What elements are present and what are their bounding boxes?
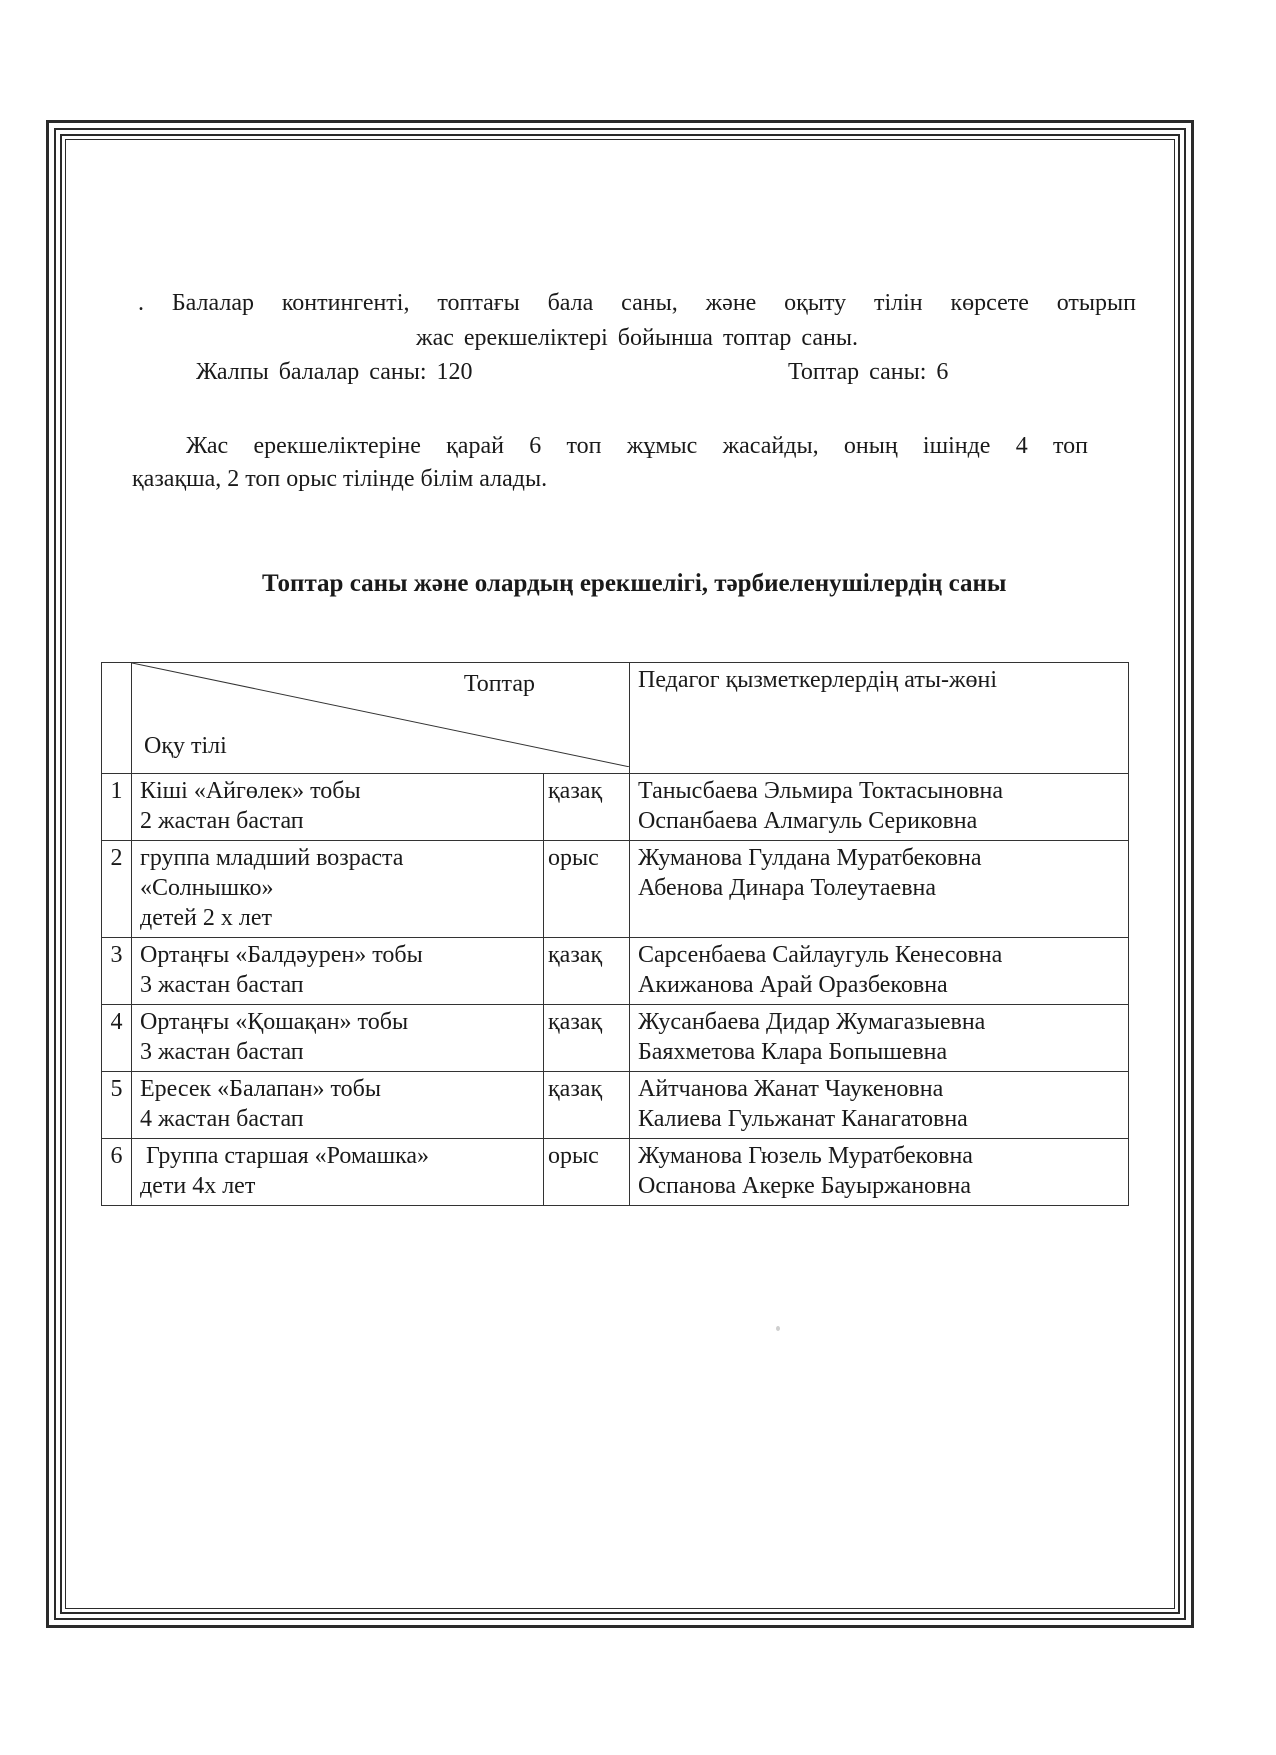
table-row <box>102 938 1129 1005</box>
teachers-cell <box>630 841 1129 938</box>
language-cell: қазақ <box>544 1072 630 1139</box>
teachers-cell <box>630 774 1129 841</box>
group-name: Группа старшая «Ромашка» <box>140 1143 430 1169</box>
table-row <box>102 1005 1129 1072</box>
group-cell <box>132 841 544 938</box>
language-cell: қазақ <box>544 1005 630 1072</box>
intro-line-1: . Балалар контингенті, топтағы бала саны, және оқыту тілін көрсете отырып <box>138 290 1136 316</box>
teachers-cell <box>630 1005 1129 1072</box>
header-groups: Топтар <box>463 671 535 697</box>
teacher-name: Абенова Динара Толеутаевна <box>638 875 937 901</box>
row-number: 5 <box>102 1072 132 1139</box>
teacher-name: Жусанбаева Дидар Жумагазыевна <box>638 1009 986 1035</box>
teacher-name: Оспанова Акерке Бауыржановна <box>638 1173 971 1199</box>
teacher-name: Жуманова Гюзель Муратбековна <box>638 1143 973 1169</box>
group-age: дети 4х лет <box>140 1173 256 1199</box>
group-name: Ортаңғы «Балдәурен» тобы <box>140 942 423 968</box>
language-cell: қазақ <box>544 938 630 1005</box>
teacher-name: Сарсенбаева Сайлаугуль Кенесовна <box>638 942 1003 968</box>
total-groups: Топтар саны: 6 <box>788 359 949 385</box>
paragraph-line-1: Жас ерекшеліктеріне қарай 6 топ жұмыс жасайды, оның ішінде 4 топ <box>186 433 1088 459</box>
group-age: 2 жастан бастап <box>140 808 304 834</box>
teacher-name: Жуманова Гулдана Муратбековна <box>638 845 982 871</box>
group-name: группа младший возраста <box>140 845 404 871</box>
teachers-cell <box>630 1072 1129 1139</box>
group-cell <box>132 1139 544 1206</box>
header-num-cell <box>102 663 132 774</box>
language-cell: орыс <box>544 841 630 938</box>
table-heading: Топтар саны және олардың ерекшелігі, тәрбиеленушілердің саны <box>262 570 1007 597</box>
paragraph-line-2: қазақша, 2 топ орыс тілінде білім алады. <box>132 466 548 492</box>
group-name: Ересек «Балапан» тобы <box>140 1076 381 1102</box>
teacher-name: Баяхметова Клара Бопышевна <box>638 1039 948 1065</box>
row-number: 1 <box>102 774 132 841</box>
teacher-name: Калиева Гульжанат Канагатовна <box>638 1106 968 1132</box>
table-row <box>102 1072 1129 1139</box>
header-diagonal-cell <box>132 663 630 774</box>
language-cell: орыс <box>544 1139 630 1206</box>
teachers-cell <box>630 1139 1129 1206</box>
group-age: детей 2 х лет <box>140 905 272 931</box>
group-age: 4 жастан бастап <box>140 1106 304 1132</box>
table-row <box>102 841 1129 938</box>
group-name: Кіші «Айгөлек» тобы <box>140 778 361 804</box>
header-language: Оқу тілі <box>144 733 227 759</box>
row-number: 2 <box>102 841 132 938</box>
total-children: Жалпы балалар саны: 120 <box>196 359 473 385</box>
groups-table <box>101 662 1129 1206</box>
language-cell: қазақ <box>544 774 630 841</box>
intro-line-2: жас ерекшеліктері бойынша топтар саны. <box>416 325 858 351</box>
teacher-name: Акижанова Арай Оразбековна <box>638 972 948 998</box>
row-number: 3 <box>102 938 132 1005</box>
group-cell <box>132 1005 544 1072</box>
group-cell <box>132 1072 544 1139</box>
table-header-row <box>102 663 1129 774</box>
group-age: 3 жастан бастап <box>140 972 304 998</box>
header-teachers: Педагог қызметкерлердің аты-жөні <box>630 663 1129 774</box>
table-row <box>102 774 1129 841</box>
group-name-line-2: «Солнышко» <box>140 875 274 901</box>
table-row <box>102 1139 1129 1206</box>
group-cell <box>132 938 544 1005</box>
row-number: 4 <box>102 1005 132 1072</box>
group-cell <box>132 774 544 841</box>
teacher-name: Оспанбаева Алмагуль Сериковна <box>638 808 978 834</box>
scan-speck <box>776 1326 780 1331</box>
group-name: Ортаңғы «Қошақан» тобы <box>140 1009 409 1035</box>
row-number: 6 <box>102 1139 132 1206</box>
teacher-name: Айтчанова Жанат Чаукеновна <box>638 1076 944 1102</box>
teacher-name: Танысбаева Эльмира Токтасыновна <box>638 778 1004 804</box>
teachers-cell <box>630 938 1129 1005</box>
group-age: 3 жастан бастап <box>140 1039 304 1065</box>
